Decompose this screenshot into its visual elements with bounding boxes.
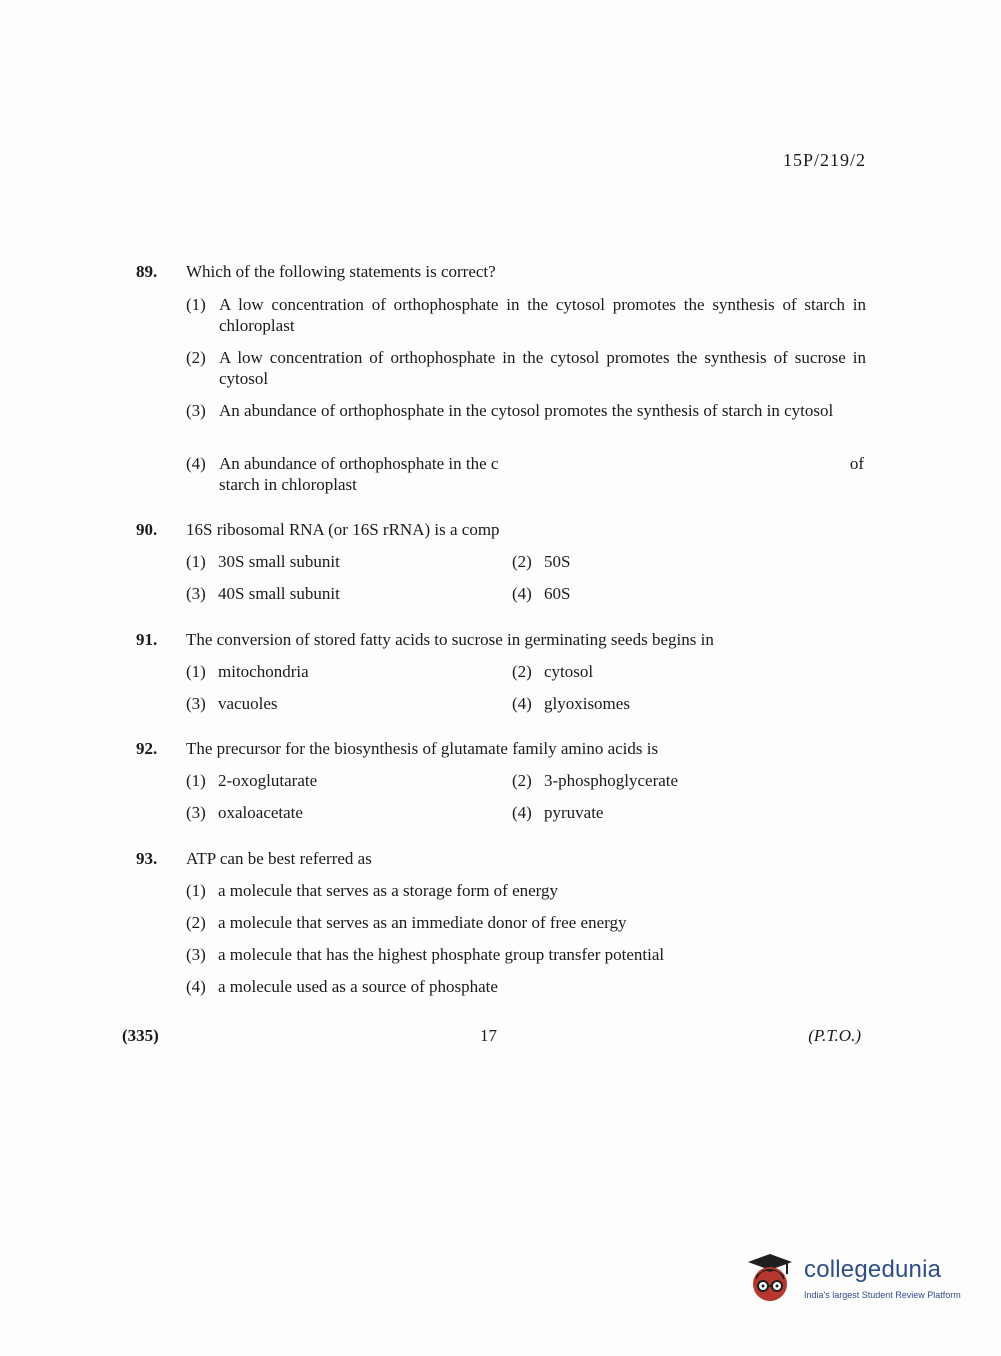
option-number: (3) (186, 945, 206, 964)
option-number: (3) (186, 584, 206, 603)
option-number: (3) (186, 694, 206, 713)
option-text: glyoxisomes (544, 694, 630, 713)
option-number: (3) (186, 401, 206, 420)
option-number: (4) (512, 584, 532, 603)
option-text: a molecule used as a source of phosphate (218, 977, 498, 996)
option-text: A low concentration of orthophosphate in the cytosol promotes the synthesis of sucrose in cytosol (219, 348, 866, 388)
option-text: vacuoles (218, 694, 278, 713)
option-number: (1) (186, 771, 206, 790)
option-number: (2) (512, 552, 532, 571)
question-number: 91. (136, 630, 158, 649)
option (512, 662, 593, 682)
question-text: ATP can be best referred as (186, 849, 372, 868)
collegedunia-logo (742, 1250, 972, 1310)
option-text: 40S small subunit (218, 584, 340, 603)
option-number: (2) (512, 771, 532, 790)
option (186, 552, 340, 572)
option (186, 881, 558, 901)
option-number: (1) (186, 295, 206, 314)
option-text: oxaloacetate (218, 803, 303, 822)
option-number: (4) (186, 454, 206, 473)
option-text: An abundance of orthophosphate in the c (219, 454, 499, 473)
option-number: (4) (186, 977, 206, 996)
pto-label: (P.T.O.) (808, 1026, 861, 1045)
option (186, 803, 303, 823)
option (186, 294, 866, 336)
option (186, 347, 866, 389)
option-number: (2) (186, 913, 206, 932)
paper-code: 15P/219/2 (782, 150, 866, 170)
page-number: 17 (480, 1026, 497, 1045)
question-text: The conversion of stored fatty acids to sucrose in germinating seeds begins in (186, 630, 714, 649)
option-text: pyruvate (544, 803, 604, 822)
option-text: 3-phosphoglycerate (544, 771, 679, 790)
option (512, 803, 603, 823)
option-number: (3) (186, 803, 206, 822)
question-text: Which of the following statements is correct? (186, 262, 496, 281)
option (186, 453, 866, 495)
option-text-line2: starch in chloroplast (219, 475, 357, 494)
option-text: 50S (544, 552, 571, 571)
option-text: cytosol (544, 662, 594, 681)
question-number: 89. (136, 262, 158, 281)
option-number: (1) (186, 881, 206, 900)
mascot-icon (742, 1250, 800, 1308)
question-number: 90. (136, 520, 158, 539)
option-number: (1) (186, 552, 206, 571)
option (186, 945, 664, 965)
question-number: 93. (136, 849, 158, 868)
question-number: 92. (136, 739, 158, 758)
logo-tagline: India's largest Student Review Platform (804, 1290, 961, 1300)
option-number: (4) (512, 803, 532, 822)
footer-code: (335) (122, 1026, 159, 1045)
option (186, 400, 866, 421)
logo-name: collegedunia (804, 1256, 942, 1283)
option-text: 2-oxoglutarate (218, 771, 318, 790)
option (186, 662, 309, 682)
option-text: An abundance of orthophosphate in the cytosol promotes the synthesis of starch in cytosol (219, 401, 834, 420)
option-number: (2) (512, 662, 532, 681)
option (186, 771, 317, 791)
option-text: a molecule that has the highest phosphate group transfer potential (218, 945, 665, 964)
option-text: 30S small subunit (218, 552, 340, 571)
option (186, 977, 498, 997)
question-text: 16S ribosomal RNA (or 16S rRNA) is a comp (186, 520, 500, 539)
option-number: (4) (512, 694, 532, 713)
option-text-tail: of (849, 454, 864, 473)
option (512, 694, 630, 714)
option-text: a molecule that serves as an immediate donor of free energy (218, 913, 627, 932)
option-number: (1) (186, 662, 206, 681)
option (186, 694, 277, 714)
option-text: A low concentration of orthophosphate in the cytosol promotes the synthesis of starch in chloroplast (219, 295, 866, 335)
option-text: mitochondria (218, 662, 309, 681)
question-text: The precursor for the biosynthesis of glutamate family amino acids is (186, 739, 659, 758)
option (186, 913, 626, 933)
option-number: (2) (186, 348, 206, 367)
option (512, 552, 570, 572)
option-text-wrap (219, 453, 866, 495)
option-text: 60S (544, 584, 571, 603)
option (186, 584, 340, 604)
option (512, 771, 678, 791)
option (512, 584, 570, 604)
option-text: a molecule that serves as a storage form of energy (218, 881, 559, 900)
